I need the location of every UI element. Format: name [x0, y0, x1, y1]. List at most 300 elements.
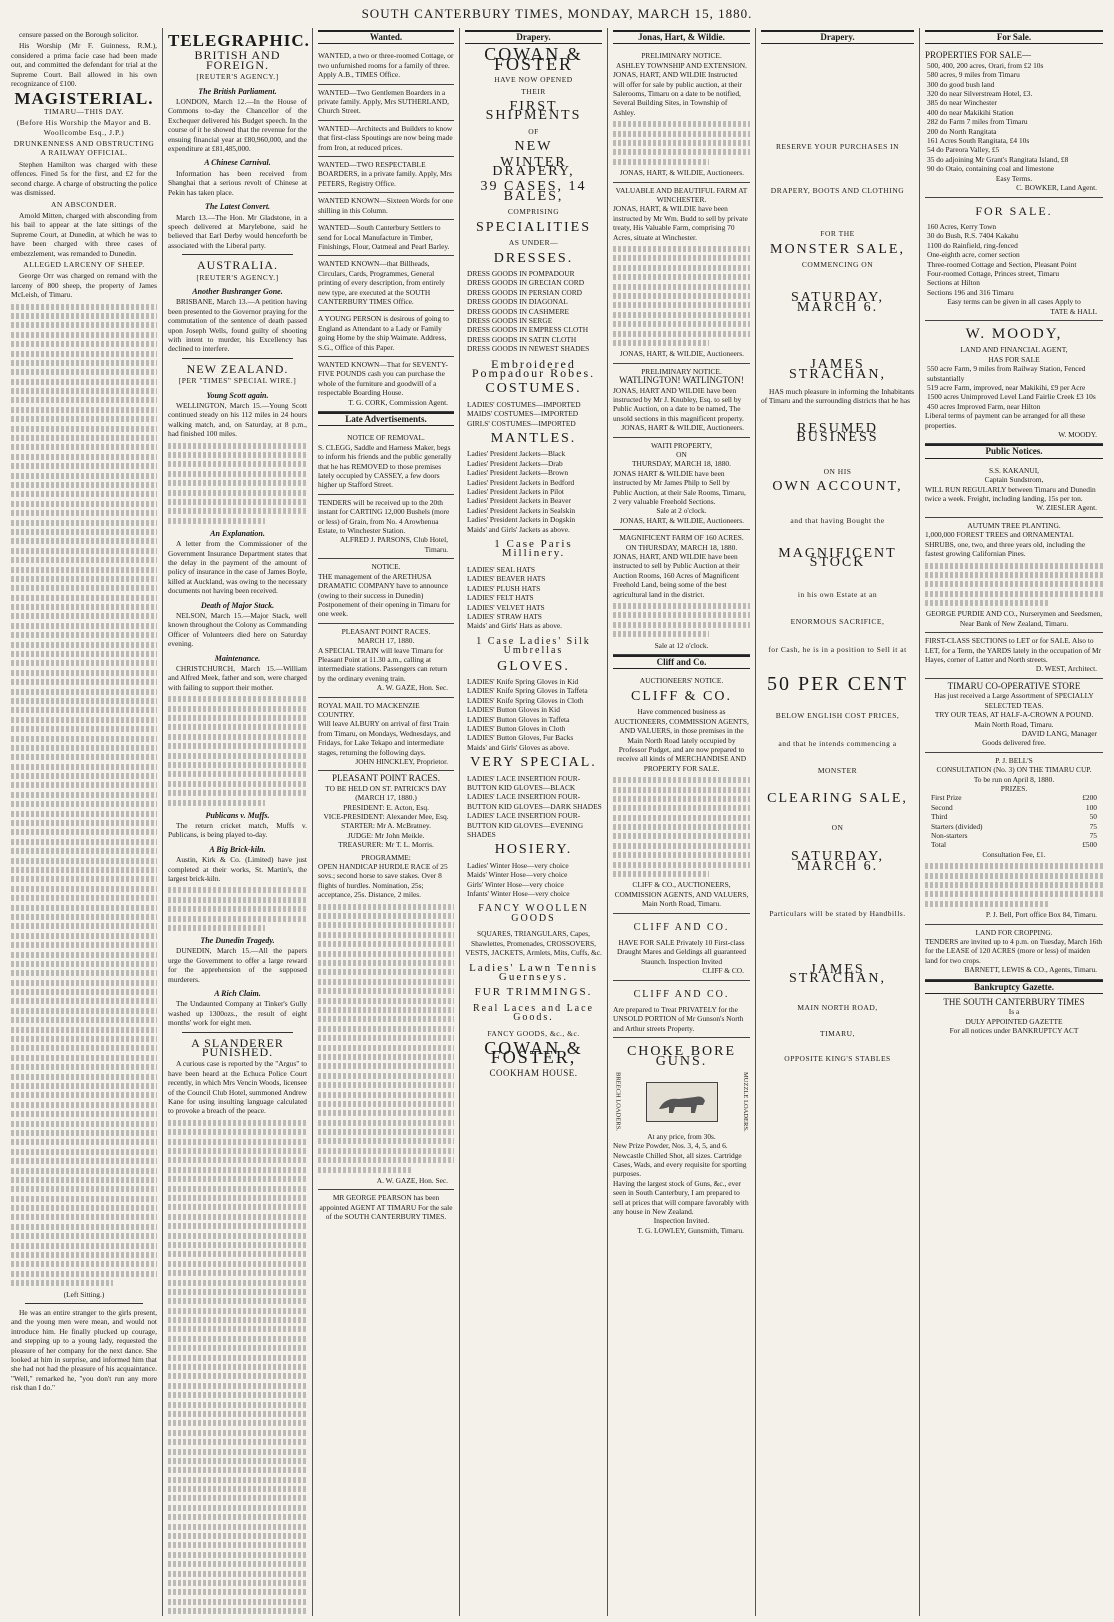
- property-item: 282 do Farm 7 miles from Timaru: [927, 117, 1028, 127]
- ad-text: Are prepared to Treat PRIVATELY for the UNSOLD PORTION of Mr Gunson's North and Arthur streets Property.: [613, 1005, 744, 1033]
- mantle-list-item: Ladies' President Jackets in Pilot: [467, 487, 564, 497]
- stables-text: OPPOSITE KING'S STABLES: [784, 1054, 891, 1064]
- slanderer-text: A curious case is reported by the "Argus" to have been heard at the Echuca Police Court recently, in which Mrs Vencin Woods, licensee of the Council Club Hotel, summoned Andrew Kane for using insulting language calculated to provoke a breach of the peace.: [168, 1059, 307, 1116]
- strachan-intro: HAS much pleasure in informing the Inhabitants of Timaru and the surrounding districts that he has: [761, 387, 914, 406]
- body-text-block: [613, 777, 750, 877]
- prizes-heading: PRIZES.: [1000, 783, 1028, 793]
- gun-dog-illustration: [646, 1082, 718, 1122]
- ad-text: Has just received a Large Assortment of SPECIALLY SELECTED TEAS.: [934, 691, 1094, 710]
- case-heading: AN ABSCONDER.: [50, 199, 118, 209]
- sale-item: Three-roomed Cottage and Section, Pleasant Point: [927, 259, 1077, 269]
- costume-list-item: MAIDS' COSTUMES—IMPORTED: [467, 409, 579, 419]
- news-item-title: Another Bushranger Gone.: [192, 286, 283, 296]
- moody-name: W. MOODY,: [965, 325, 1063, 342]
- mantle-list-item: Ladies' President Jackets in Beaver: [467, 496, 571, 506]
- mantle-list-item: Ladies' President Jackets in Sealskin: [467, 505, 576, 515]
- ad-title: AUTUMN TREE PLANTING.: [967, 520, 1061, 530]
- dress-list-item: DRESS GOODS IN SATIN CLOTH: [467, 334, 577, 344]
- special-list-item: LADIES' LACE INSERTION FOUR-BUTTON KID GLOVES—DARK SHADES: [467, 792, 602, 811]
- new-text: NEW: [514, 139, 553, 155]
- robes-heading: Embroidered Pompadour Robes.: [471, 356, 596, 380]
- below-cost-text: BELOW ENGLISH COST PRICES,: [775, 711, 900, 721]
- divider: [182, 358, 293, 359]
- choke-bore-guns-ad: [613, 1038, 750, 1239]
- royal-mail-notice: [318, 698, 454, 772]
- sale-item: One-eighth acre, corner section: [927, 250, 1020, 260]
- prize-label: First Prize: [931, 793, 962, 803]
- news-item-text: BRISBANE, March 13.—A petition having been presented to the Governor praying for the commutation of the sentence of death passed upon Joseph Wells, found guilty of shooting with intent to murder, his Excellency has declined to interfere.: [168, 297, 307, 354]
- sale-item: 1100 do Rainfield, ring-fenced: [927, 240, 1018, 250]
- ad-signature: JONAS, HART, & WILDIE, Auctioneers.: [619, 515, 744, 525]
- ad-text: New Prize Powder, Nos. 3, 4, 5, and 6. Newcastle Chilled Shot, all sizes. Cartridge Cases, Wads, and every requisite for sporting purposes.: [613, 1141, 747, 1179]
- newspaper-columns: [6, 28, 1108, 1618]
- sale-item: Four-roomed Cottage, Princes street, Timaru: [927, 268, 1060, 278]
- hat-list-item: LADIES' STRAW HATS: [467, 611, 542, 621]
- consult-date: To be run on April 8, 1880.: [973, 774, 1055, 784]
- wanted-ad: [318, 357, 454, 412]
- easy-terms: Easy Terms.: [995, 173, 1033, 183]
- gazette-is: Is a: [1008, 1007, 1020, 1017]
- case-heading: DRUNKENNESS AND OBSTRUCTING A RAILWAY OFFICIAL.: [13, 139, 155, 158]
- estate-text: in his own Estate at an: [797, 589, 878, 599]
- news-item-text: A letter from the Commissioner of the Government Insurance Department states that the delay in the payment of the amount of policy of insurance in the case of James Boyle, killed at Auckland, was owing to the necessary documents not having been received.: [168, 539, 307, 596]
- glove-list-item: LADIES' Button Gloves, Fur Backs: [467, 733, 574, 743]
- pp-officer: STARTER: Mr A. McBratney.: [341, 821, 431, 831]
- ad-title: PRELIMINARY NOTICE.: [641, 366, 722, 376]
- guns-inspection: Inspection Invited.: [653, 1216, 710, 1226]
- dress-list-item: DRESS GOODS IN DIAGONAL: [467, 297, 568, 307]
- ad-subtitle: ASHLEY TOWNSHIP AND EXTENSION.: [616, 60, 747, 70]
- cookham-house: COOKHAM HOUSE.: [489, 1067, 578, 1078]
- ad-text: JONAS HART & WILDIE have been instructed by Mr James Philp to Sell by Public Auction, at their Sale Rooms, Timaru, 2 very valuable Freehold Sections.: [613, 468, 746, 507]
- ad-signature: T. G. LOWLEY, Gunsmith, Timaru.: [637, 1225, 744, 1235]
- land-cropping-ad: [925, 925, 1103, 980]
- millinery-heading: 1 Case Paris Millinery.: [494, 538, 573, 560]
- news-item-text: NELSON, March 15.—Major Stack, well known throughout the Colony as Commanding Officer of Volunteers died here on Saturday evening.: [168, 611, 307, 649]
- removal-notice: [318, 430, 454, 494]
- ad-text: HAVE FOR SALE Privately 10 First-class Draught Mares and Geldings all guaranteed Staunch. Inspection Invited: [616, 938, 747, 966]
- muzzle-loaders-label: MUZZLE LOADERS.: [742, 1072, 749, 1132]
- news-item-text: Information has been received from Shanghai that a serious revolt of Chinese at Pekin has taken place.: [168, 168, 307, 197]
- wanted-ad: WANTED KNOWN—that Billheads, Circulars, Cards, Programmes, General printing of every description, from entirely new type, are executed at the SOUTH CANTERBURY TIMES Office.: [318, 256, 454, 311]
- hosiery-list-item: Maids' Winter Hose—very choice: [467, 870, 568, 880]
- dramatic-notice: [318, 559, 454, 623]
- ad-title: PRELIMINARY NOTICE.: [641, 51, 722, 61]
- cliff-name: CLIFF AND CO.: [633, 921, 730, 933]
- monster-text: MONSTER: [817, 766, 858, 776]
- of-text: OF: [528, 126, 539, 136]
- wire-credit: [PER "TIMES" SPECIAL WIRE.]: [178, 376, 297, 386]
- bowker-properties-ad: [925, 48, 1103, 197]
- moody-ad: [925, 321, 1103, 444]
- ad-text: Having the largest stock of Guns, &c., ever seen in South Canterbury, I am prepared to sell at prices that will compare favorably with any house in New Zealand.: [613, 1178, 749, 1216]
- cliff-horses-ad: [613, 914, 750, 981]
- strachan-name: JAMES STRACHAN,: [789, 961, 886, 986]
- ad-signature: CLIFF & CO., AUCTIONEERS, COMMISSION AGENTS, AND VALUERS, Main North Road, Timaru.: [614, 880, 749, 909]
- prize-label: Non-starters: [931, 830, 968, 840]
- fur-heading: FUR TRIMMINGS.: [474, 986, 593, 999]
- ad-text: FIRST-CLASS SECTIONS to LET or for SALE. Also to LET, for a Term, the YARDS lately in the occupation of Mr Hayes, corner of Latter and North streets.: [925, 636, 1102, 665]
- ad-text: Have commenced business as AUCTIONEERS, COMMISSION AGENTS, AND VALUERS, in those premises in the Main North Road lately occupied by Professor Pudget, and are now prepared to receive all kinds of MERCHANDISE AND PROPERTY FOR SALE.: [614, 707, 749, 773]
- ad-signature: TATE & HALL: [1050, 306, 1097, 316]
- for-the-text: FOR THE: [820, 229, 855, 239]
- dress-list-item: DRESS GOODS IN POMPADOUR: [467, 268, 575, 278]
- laces-heading: Real Laces and Lace Goods.: [472, 1002, 594, 1024]
- sale-item: Sections 196 and 316 Timaru: [927, 287, 1014, 297]
- wanted-section-head: Wanted.: [318, 30, 454, 44]
- mantle-list-item: Ladies' President Jackets in Dogskin: [467, 515, 576, 525]
- body-text-block: [168, 696, 307, 805]
- prize-row: [925, 822, 1103, 831]
- hat-list-item: LADIES' BEAVER HATS: [467, 574, 546, 584]
- costumes-heading: COSTUMES.: [485, 381, 582, 397]
- prize-label: Third: [931, 812, 948, 822]
- hosiery-list-item: Ladies' Winter Hose—very choice: [467, 860, 569, 870]
- prize-value: 75: [1089, 821, 1097, 831]
- sacrifice-text: ENORMOUS SACRIFICE,: [790, 617, 885, 627]
- ad-date: ON THURSDAY, MARCH 18, 1880.: [625, 542, 738, 552]
- gazette-duly: DULY APPOINTED GAZETTE: [965, 1016, 1063, 1026]
- ad-signature: GEORGE PURDIE AND CO., Nurserymen and Seedsmen, Near Bank of New Zealand, Timaru.: [925, 609, 1103, 628]
- column-drapery-cowan: [459, 28, 607, 1616]
- news-item-text: WELLINGTON, March 15.—Young Scott continued steady on his 112 miles in 24 hours walking match, and, on Saturday, at 8 p.m., had finished 100 miles.: [168, 401, 307, 439]
- cliff-name: CLIFF AND CO.: [633, 988, 730, 1000]
- ad-title: AUCTIONEERS' NOTICE.: [639, 676, 724, 686]
- intends-text: and that he intends commencing a: [778, 738, 897, 748]
- ad-text: JONAS, HART, AND WILDIE have been instructed to sell by Public Auction at their Auction Rooms, 160 Acres of Magnificent Freehold Land, being some of the best agricultural land in the district.: [613, 552, 740, 599]
- cash-text: for Cash, he is in a position to Sell it at: [768, 644, 907, 654]
- removal-title: NOTICE OF REMOVAL.: [347, 433, 425, 443]
- umbrellas-heading: 1 Case Ladies' Silk Umbrellas: [476, 635, 591, 657]
- coop-address: Main North Road, Timaru.: [974, 719, 1054, 729]
- opened-text: HAVE NOW OPENED: [494, 75, 573, 85]
- woollen-heading: FANCY WOOLLEN GOODS: [478, 903, 589, 924]
- pp-subtitle: TO BE HELD ON ST. PATRICK'S DAY (MARCH 17, 1880.): [325, 783, 447, 803]
- sale-item: 30 do Bush, R.S. 7404 Kakahu: [927, 231, 1019, 241]
- body-text-block: [613, 603, 750, 637]
- ad-signature: DAVID LANG, Manager: [1021, 728, 1097, 738]
- magnificent-stock: MAGNIFICENT STOCK: [778, 545, 897, 571]
- slanderer-heading: A SLANDERER PUNISHED.: [191, 1035, 284, 1060]
- news-item-title: Death of Major Stack.: [200, 600, 275, 610]
- sale-item: 519 acre Farm, improved, near Makikihi, £9 per Acre: [927, 383, 1086, 392]
- programme-signature: A. W. GAZE, Hon. Sec.: [376, 1176, 448, 1186]
- ad-signature: P. J. Bell, Port office Box 84, Timaru.: [985, 910, 1097, 920]
- fancy-goods: FANCY GOODS, &c., &c.: [487, 1028, 580, 1038]
- wanted-ad-signature: T. G. CORK, Commission Agent.: [348, 397, 448, 407]
- magnificent-farm-ad: [613, 530, 750, 655]
- ad-text: 1,000,000 FOREST TREES and ORNAMENTAL SHRUBS, one, two, and three years old, including the fastest growing Californian Pines.: [925, 530, 1086, 559]
- body-text-block: [168, 443, 307, 524]
- divider: [25, 1303, 143, 1304]
- ad-date: THURSDAY, MARCH 18, 1880.: [632, 459, 731, 469]
- bankruptcy-head: Bankruptcy Gazette.: [925, 980, 1103, 994]
- wanted-ad-text: WANTED KNOWN—That for SEVENTY-FIVE POUNDS cash you can purchase the whole of the furniture and goodwill of a respectable Boarding House.: [318, 359, 448, 398]
- tennis-heading: Ladies' Lawn Tennis Guernseys.: [469, 961, 598, 983]
- ad-text: JONAS, HART, AND WILDIE Instructed will offer for sale by public auction, at their Salerooms, Timaru on a date to be notified, Several Building Sites, in Township of Ashley.: [613, 70, 742, 117]
- moody-terms: Liberal terms of payment can be arranged for all these properties.: [925, 411, 1086, 430]
- cliff-auctioneers-ad: [613, 673, 750, 913]
- moody-for-sale: HAS FOR SALE: [988, 354, 1040, 364]
- prize-label: Second: [931, 802, 953, 812]
- ship-captain: Captain Sundstrom,: [984, 475, 1044, 485]
- waiti-property-ad: [613, 438, 750, 531]
- coop-delivery: Goods delivered free.: [982, 738, 1046, 748]
- specialities-heading: SPECIALITIES: [476, 219, 591, 235]
- property-item: 54 do Pareora Valley, £5: [927, 145, 1000, 155]
- own-account: OWN ACCOUNT,: [772, 479, 903, 495]
- magisterial-subheading: TIMARU—THIS DAY.: [43, 106, 125, 116]
- property-item: 400 do near Makikihi Station: [927, 107, 1014, 117]
- ad-signature: JONAS, HART, & WILDIE, Auctioneers.: [619, 168, 744, 178]
- saturday-date: SATURDAY, MARCH 6.: [790, 849, 885, 874]
- ad-signature: D. WEST, Architect.: [1035, 664, 1097, 674]
- ad-title: MAGNIFICENT FARM OF 160 ACRES.: [619, 533, 744, 543]
- drapery-section-head: Drapery.: [761, 30, 914, 44]
- cowan-foster-title: COWAN & FOSTER: [484, 44, 583, 74]
- first-shipments: FIRST SHIPMENTS: [485, 99, 582, 124]
- ashley-ad: [613, 48, 750, 182]
- news-item-title: The British Parliament.: [198, 86, 277, 96]
- pp-officer: TREASURER: Mr T. L. Morris.: [338, 840, 434, 850]
- gazette-title: THE SOUTH CANTERBURY TIMES: [943, 997, 1085, 1007]
- column-auctioneers: [607, 28, 755, 1616]
- glove-list-item: LADIES' Knife Spring Gloves in Cloth: [467, 695, 584, 705]
- news-item-text: The Undaunted Company at Tinker's Gully washed up 1300ozs., the result of eight months' work for eight men.: [168, 999, 307, 1028]
- ad-signature: W. ZIESLER Agent.: [1036, 503, 1097, 513]
- removal-text: S. CLEGG, Saddle and Harness Maker, begs to inform his friends and the public generally that he has REMOVED to those premises lately occupied by CASSEY, a few doors higher up Stafford Street.: [318, 442, 452, 490]
- sale-item: Sections at Hilton: [927, 278, 980, 288]
- dress-list-item: DRESS GOODS IN GRECIAN CORD: [467, 278, 585, 288]
- ad-text: WILL RUN REGULARLY between Timaru and Dunedin twice a week. Freight, including landing, 15s per ton.: [925, 484, 1096, 504]
- winchester-farm-ad: [613, 183, 750, 364]
- ad-title: PROPERTIES FOR SALE—: [925, 50, 1031, 61]
- prize-row: [925, 793, 1103, 802]
- gazette-for: For all notices under BANKRUPTCY ACT: [949, 1026, 1079, 1036]
- prize-value: 100: [1085, 802, 1097, 812]
- hosiery-list-item: Infants' Winter Hose—very choice: [467, 889, 570, 899]
- kakanui-ad: [925, 463, 1103, 518]
- public-notices-head: Public Notices.: [925, 444, 1103, 458]
- property-item: 200 do North Rangitata: [927, 126, 997, 136]
- hat-list-item: LADIES' FELT HATS: [467, 593, 534, 603]
- prize-total-row: [925, 840, 1103, 849]
- ad-signature: JONAS, HART & WILDIE, Auctioneers.: [621, 423, 744, 433]
- body-text-block: [613, 246, 750, 346]
- glove-list-item: LADIES' Button Gloves in Taffeta: [467, 714, 570, 724]
- consult-fee: Consultation Fee, £1.: [982, 849, 1046, 859]
- ad-signature: CLIFF & CO.: [702, 966, 744, 976]
- agency-credit: [REUTER'S AGENCY.]: [196, 272, 279, 282]
- prize-value: 50: [1089, 812, 1097, 822]
- glove-list-item: LADIES' Knife Spring Gloves in Taffeta: [467, 686, 588, 696]
- prize-value: 75: [1089, 830, 1097, 840]
- wanted-ad: WANTED, a two or three-roomed Cottage, or two unfurnished rooms for a family of three. Apply A.B., TIMES Office.: [318, 48, 454, 84]
- prize-value: £200: [1082, 793, 1097, 803]
- body-text-block: [925, 563, 1103, 607]
- late-ads-head: Late Advertisements.: [318, 412, 454, 426]
- prize-label: Starters (divided): [931, 821, 983, 831]
- australia-heading: AUSTRALIA.: [197, 258, 278, 273]
- news-item-title: Young Scott again.: [206, 390, 269, 400]
- tree-planting-ad: [925, 518, 1103, 633]
- comprising-text: COMPRISING: [507, 207, 560, 217]
- anecdote-paragraph: He was an entire stranger to the girls present, and the young men were mean, and would not introduce him. He finally plucked up courage, and stepping up to a young lady, requested the pleasure of her company for the next dance. She looked at him in surprise, and informed him that she had not had the pleasure of his acquaintance. "Well," remarked he, "you don't run any more risk than I do.": [11, 1307, 157, 1393]
- ad-subtitle: WATLINGTON! WATLINGTON!: [619, 375, 744, 386]
- column-for-sale: [919, 28, 1108, 1616]
- pp-officer: PRESIDENT: E. Acton, Esq.: [343, 802, 429, 812]
- notice-text: THE management of the ARETHUSA DRAMATIC COMPANY have to announce (owing to their success in Dunedin) Postponement of their opening in Timaru for one week.: [318, 571, 451, 619]
- dress-list-item: DRESS GOODS IN EMPRESS CLOTH: [467, 325, 589, 335]
- case-text: Stephen Hamilton was charged with these offences. Fined 5s for the first, and £2 for the second charge. A charge of obstructing the police was dismissed.: [11, 159, 157, 198]
- woollen-text: SQUARES, TRIANGULARS, Capes, Shawlettes, Promenades, CROSSOVERS, VESTS, JACKETS, Armlets, Mits, Cuffs, &c.: [465, 929, 602, 958]
- wanted-ad: WANTED—TWO RESPECTABLE BOARDERS, in a private family. Apply, Mrs PETERS, Registry Office.: [318, 157, 454, 193]
- tate-hall-ad: [925, 198, 1103, 321]
- hosiery-heading: HOSIERY.: [494, 842, 573, 858]
- clearing-sale: CLEARING SALE,: [767, 790, 908, 806]
- ad-signature: W. MOODY.: [1058, 430, 1097, 440]
- news-item-title: An Explanation.: [210, 528, 265, 538]
- dress-list-item: DRESS GOODS IN PERSIAN CORD: [467, 287, 582, 297]
- wanted-ad: A YOUNG PERSON is desirous of going to England as Attendant to a Lady or Family going Home by the ship Waimate. Address, S.G., Office of this Paper.: [318, 311, 454, 357]
- reserve-text: RESERVE YOUR PURCHASES IN: [775, 142, 900, 152]
- apply-text: Easy terms can be given in all cases Apply to: [947, 297, 1081, 307]
- timaru-text: TIMARU,: [820, 1028, 855, 1038]
- masthead: SOUTH CANTERBURY TIMES, MONDAY, MARCH 15, 1880.: [361, 6, 753, 21]
- races-text: A SPECIAL TRAIN will leave Timaru for Pleasant Point at 11.30 a.m., calling at intermediate stations. Passengers can return by the ordinary evening train.: [318, 645, 448, 683]
- costume-list-item: GIRLS' COSTUMES—IMPORTED: [467, 418, 576, 428]
- body-text-block: [168, 1120, 307, 1616]
- ad-text: JONAS, HART, & WILDIE have been instructed by Mr Wm. Budd to sell by private treaty, His Valuable Farm, comprising 70 Acres, situate at Winchester.: [613, 204, 748, 242]
- guns-title: CHOKE BORE GUNS.: [626, 1044, 737, 1069]
- dress-list-item: DRESS GOODS IN NEWEST SHADES: [467, 344, 590, 354]
- news-item-title: The Dunedin Tragedy.: [200, 935, 275, 945]
- ad-time: Sale at 12 o'clock.: [654, 640, 709, 650]
- cliff-name: CLIFF & CO.: [631, 688, 732, 704]
- mantle-note: Maids' and Girls' Jackets as above.: [467, 524, 570, 534]
- mantles-heading: MANTLES.: [490, 431, 577, 446]
- body-text-block: [11, 304, 157, 1287]
- news-item-title: Maintenance.: [214, 653, 261, 663]
- strachan-name: JAMES STRACHAN,: [789, 357, 886, 382]
- ad-title: TIMARU CO-OPERATIVE STORE: [947, 680, 1081, 691]
- jonas-section-head: Jonas, Hart, & Wildie.: [613, 30, 750, 44]
- prize-row: [925, 803, 1103, 812]
- news-item-title: Publicans v. Muffs.: [205, 810, 270, 820]
- tenders-notice: [318, 495, 454, 559]
- wanted-ad: WANTED—Two Gentlemen Boarders in a private family. Apply, Mrs SUTHERLAND, Church Street.: [318, 85, 454, 121]
- saturday-date: SATURDAY, MARCH 6.: [790, 290, 885, 315]
- wanted-ad: WANTED—Architects and Builders to know that first-class Spoutings are now being made from Iron, at reduced prices.: [318, 121, 454, 157]
- resumed-business: RESUMED BUSINESS: [796, 420, 879, 446]
- cases-bales: 39 CASES, 14 BALES,: [480, 179, 587, 204]
- bench-note: (Before His Worship the Mayor and B. Woollcombe Esq., J.P.): [16, 118, 152, 137]
- their-text: THEIR: [521, 86, 546, 96]
- column-drapery-strachan: [755, 28, 919, 1616]
- ad-title: FOR SALE.: [975, 203, 1053, 218]
- sale-item: 550 acre Farm, 9 miles from Railway Station, Fenced substantially: [927, 364, 1086, 383]
- as-under-text: AS UNDER—: [508, 238, 559, 248]
- ad-signature: JONAS, HART, & WILDIE, Auctioneers.: [619, 349, 744, 359]
- drapery-boots-clothing: DRAPERY, BOOTS AND CLOTHING: [770, 185, 905, 195]
- west-sections-ad: [925, 633, 1103, 679]
- pp-officer: JUDGE: Mr John Meikle.: [347, 830, 425, 840]
- news-item-title: A Big Brick-kiln.: [209, 844, 266, 854]
- hat-list-item: LADIES' VELVET HATS: [467, 602, 545, 612]
- prize-row: [925, 812, 1103, 821]
- news-item-text: LONDON, March 12.—In the House of Commons to-day the Chancellor of the Exchequer delivered his Budget speech. In the course of it he showed that the revenue for the ensuing financial year at £80,960,000, and the expenditure at £81,485,000.: [168, 97, 307, 154]
- for-sale-section-head: For Sale.: [925, 30, 1103, 44]
- body-text-block: [318, 904, 454, 1173]
- breech-loaders-label: BREECH LOADERS.: [614, 1072, 622, 1132]
- glove-list-item: LADIES' Knife Spring Gloves in Kid: [467, 676, 579, 686]
- gloves-note: Maids' and Girls' Gloves as above.: [467, 742, 570, 752]
- commencing-text: COMMENCING ON: [801, 260, 874, 270]
- guns-price: At any price, from 30s.: [647, 1131, 716, 1141]
- very-special-heading: VERY SPECIAL.: [470, 755, 597, 771]
- winter-drapery: WINTER DRAPERY,: [492, 154, 575, 180]
- races-signature: A. W. GAZE, Hon. Sec.: [376, 683, 448, 693]
- prize-row: [925, 831, 1103, 840]
- monster-sale-heading: MONSTER SALE,: [770, 241, 905, 257]
- ad-title: VALUABLE AND BEAUTIFUL FARM AT WINCHESTER.: [615, 185, 748, 205]
- drapery-section-head: Drapery.: [465, 30, 602, 44]
- mantle-list-item: Ladies' President Jackets—Drab: [467, 458, 563, 468]
- body-text-block: [168, 887, 307, 931]
- notice-title: NOTICE.: [371, 562, 401, 572]
- dresses-heading: DRESSES.: [493, 250, 574, 266]
- cowan-foster-footer: COWAN & FOSTER,: [484, 1037, 583, 1068]
- hosiery-list-item: Girls' Winter Hose—very choice: [467, 879, 564, 889]
- news-item-title: The Latest Convert.: [204, 202, 271, 212]
- hat-list-item: LADIES' PLUSH HATS: [467, 583, 541, 593]
- property-item: 320 do near Silverstream Hotel, £3.: [927, 89, 1033, 99]
- bought-text: and that having Bought the: [790, 515, 885, 525]
- ad-signature: C. BOWKER, Land Agent.: [1016, 183, 1097, 193]
- mantle-list-item: Ladies' President Jackets—Brown: [467, 468, 569, 478]
- new-zealand-heading: NEW ZEALAND.: [186, 361, 289, 376]
- news-item-text: DUNEDIN, March 15.—All the papers urge the Government to offer a large reward for the apprehension of the supposed murderers.: [168, 946, 307, 984]
- pleasant-point-races-ad: [318, 771, 454, 1190]
- news-item-text: CHRISTCHURCH, March 15.—William and Alfred Meek, father and son, were charged with failing to support their mother.: [168, 664, 307, 692]
- ad-signature: BARNETT, LEWIS & CO., Agents, Timaru.: [964, 965, 1097, 975]
- column-magisterial: [6, 28, 162, 1616]
- races-date: MARCH 17, 1880.: [357, 636, 415, 646]
- british-foreign-heading: BRITISH AND FOREIGN.: [194, 48, 281, 72]
- pearson-notice: MR GEORGE PEARSON has been appointed AGENT AT TIMARU For the sale of the SOUTH CANTERBURY TIMES.: [319, 1193, 453, 1222]
- sale-item: 160 Acres, Kerry Town: [927, 221, 997, 231]
- cooperative-store-ad: [925, 679, 1103, 753]
- programme-title: PROGRAMME:: [361, 852, 411, 862]
- programme-text: OPEN HANDICAP HURDLE RACE of 25 sovs.; second horse to save stakes. Over 8 flights of hurdles. Nomination, 25s; acceptance, 25s. Distance, 2 miles.: [318, 862, 448, 900]
- news-item-title: A Rich Claim.: [214, 988, 261, 998]
- dress-list-item: DRESS GOODS IN CASHMERE: [467, 306, 570, 316]
- consult-by: P. J. BELL'S: [995, 755, 1033, 765]
- case-text: Arnold Mitten, charged with absconding from his bail to appear at the late sittings of the Supreme Court, at Dunedin, at which he was to have been charged with three cases of embezzlement, was remanded to Dunedin.: [11, 210, 157, 258]
- news-item-text: Austin, Kirk & Co. (Limited) have just completed at their works, St. Martin's, the largest brick-kiln.: [168, 855, 307, 883]
- column-wanted: [312, 28, 459, 1616]
- mail-signature: JOHN HINCKLEY, Proprietor.: [355, 757, 448, 766]
- dress-list-item: DRESS GOODS IN SERGE: [467, 315, 553, 325]
- main-north-road: MAIN NORTH ROAD,: [797, 1003, 878, 1013]
- pp-title: PLEASANT POINT RACES.: [332, 773, 440, 784]
- prize-value: £500: [1082, 840, 1097, 850]
- property-item: 385 do near Winchester: [927, 98, 997, 108]
- mail-text: Will leave ALBURY on arrival of first Train from Timaru, on Mondays, Wednesdays, and Fridays, for Lake Tekapo and intermediate stages, returning the following days.: [318, 719, 451, 757]
- wanted-ad: WANTED KNOWN—Sixteen Words for one shilling in this Column.: [318, 193, 454, 220]
- divider: [182, 1032, 293, 1033]
- body-text-block: [925, 863, 1103, 907]
